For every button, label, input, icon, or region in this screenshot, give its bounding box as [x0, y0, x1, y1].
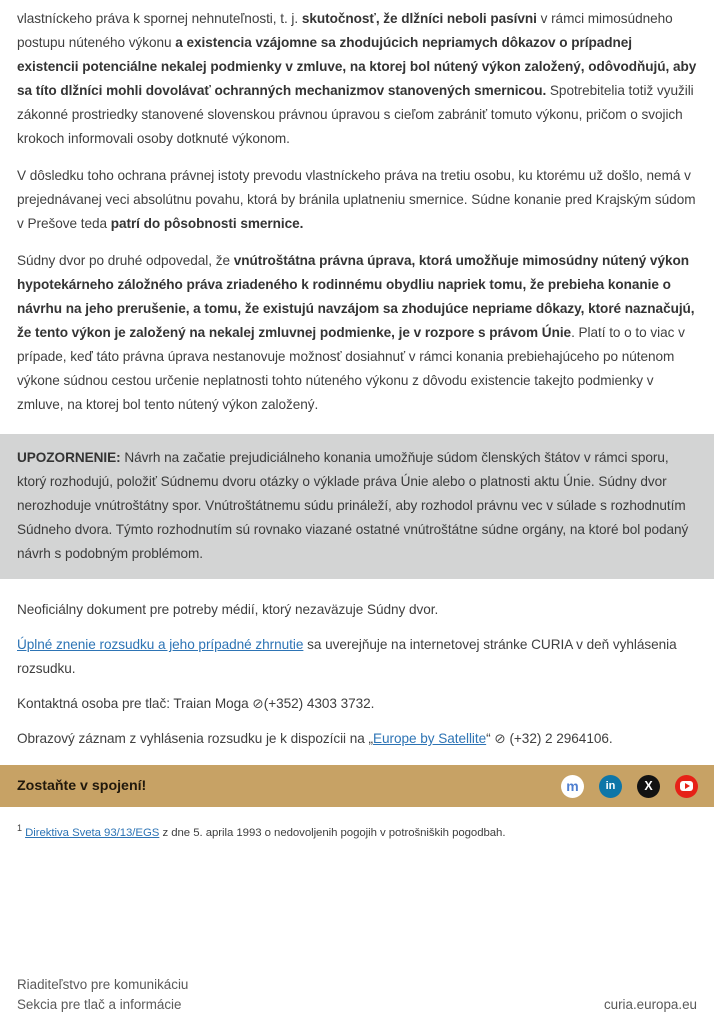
document-body	[17, 7, 697, 841]
full-judgment-link[interactable]: Úplné znenie rozsudku a jeho prípadné zhrnutie	[17, 637, 304, 652]
text-run: V dôsledku toho ochrana právnej istoty prevodu vlastníckeho práva na tretiu osobu, ku ktorému už došlo, nemá v prejednávanej veci absolútnu povahu, ktorá by bránila uplatneniu smernice. Súdne konanie pred Krajským súdom v Prešove teda	[17, 168, 696, 231]
text-run: “	[486, 731, 495, 746]
text-run: sa uverejňuje na internetovej stránke CURIA v deň vyhlásenia rozsudku.	[17, 637, 677, 676]
social-icons	[561, 775, 698, 798]
press-contact-note	[17, 692, 697, 716]
text-run: patrí do pôsobnosti smernice.	[110, 216, 304, 231]
text-run: a existencia vzájomne sa zhodujúcich nepriamych dôkazov o prípadnej existencii potenciálne nekalej podmienky v zmluve, na ktorej bol nútený výkon založený, odôvodňujú, aby sa títo dlžníci mohli dovolávať ochranných mechanizmov stanovených smernicou.	[17, 35, 697, 98]
video-footage-note	[17, 727, 697, 751]
text-run: vlastníckeho práva k spornej nehnuteľnosti, t. j.	[17, 11, 302, 26]
youtube-icon[interactable]	[675, 775, 698, 798]
footer-section-line: Sekcia pre tlač a informácie	[17, 997, 182, 1012]
text-run: vnútroštátna právna úprava, ktorá umožňuje mimosúdny nútený výkon hypotekárneho záložného práva zriadeného k rodinnému obydliu napriek tomu, že prebieha konanie o návrhu na jeho prerušenie, a tomu, že existujú navzájom sa zhodujúce nepriame dôkazy, ktoré naznačujú, že tento výkon je založený na nekalej zmluvnej podmienke, je v rozpore s právom Únie	[17, 253, 695, 340]
page-footer	[17, 975, 697, 1015]
text-run: z dne 5. aprila 1993 o nedovoljenih pogojih v potrošniških pogodbah.	[159, 827, 506, 839]
body-paragraph-2	[17, 164, 697, 236]
text-run: Obrazový záznam z vyhlásenia rozsudku je k dispozícii na „	[17, 731, 373, 746]
x-glyph: X	[644, 778, 653, 793]
text-run: Kontaktná osoba pre tlač: Traian Moga	[17, 696, 253, 711]
linkedin-glyph: in	[605, 779, 616, 792]
text-run: skutočnosť, že dlžníci neboli pasívni	[301, 11, 537, 26]
text-run: Návrh na začatie prejudiciálneho konania umožňuje súdom členských štátov v rámci sporu, ktorý rozhodujú, položiť Súdnemu dvoru otázky o výklade práva Únie alebo o platnosti aktu Únie. Súdny dvor nerozhoduje vnútroštátny spor. Vnútroštátnemu súdu prináleží, aby rozhodol právnu vec v súlade s rozhodnutím Súdneho dvora. Týmto rozhodnutím sú rovnako viazané ostatné vnútroštátne súdne orgány, na ktoré bol podaný návrh s podobným problémom.	[17, 450, 689, 561]
body-paragraph-1	[17, 7, 697, 151]
text-run: (+352) 4303 3732.	[263, 696, 375, 711]
notice-box	[0, 434, 714, 579]
stay-connected-bar	[0, 765, 714, 807]
footer-directorate-line: Riaditeľstvo pre komunikáciu	[17, 977, 189, 992]
text-run: . Platí to o to viac v prípade, keď táto právna úprava nestanovuje možnosť dosiahnuť v rámci konania prebiehajúceho po nútenom výkone súdnou cestou určenie neplatnosti tohto núteného výkonu z dôvodu existencie takejto podmienky v zmluve, na ktorej bol tento nútený výkon založený.	[17, 325, 685, 412]
text-run: v rámci mimosúdneho postupu núteného výkonu	[17, 11, 673, 50]
text-run: Spotrebitelia totiž využili zákonné prostriedky stanovené slovenskou právnou úpravou s cieľom zabrániť tomuto výkonu, pričom o svojich krokoch informovali osoby dotknuté výkonom.	[17, 83, 694, 146]
footnote-marker: 1	[17, 823, 22, 834]
footnote	[17, 825, 697, 841]
mastodon-glyph: m	[566, 777, 579, 794]
body-paragraph-3	[17, 249, 697, 417]
stay-connected-label: Zostaňte v spojení!	[17, 778, 147, 794]
text-run: Neoficiálny dokument pre potreby médií, ktorý nezaväzuje Súdny dvor.	[17, 602, 439, 617]
directive-link[interactable]: Direktiva Sveta 93/13/EGS	[25, 827, 160, 839]
footer-department	[17, 975, 188, 1015]
phone-icon: ⊘	[252, 696, 264, 712]
text-run: UPOZORNENIE:	[17, 450, 121, 465]
media-notes	[17, 598, 697, 751]
linkedin-icon[interactable]	[599, 775, 622, 798]
phone-icon: ⊘	[494, 731, 506, 747]
full-text-note	[17, 633, 697, 681]
text-run: (+32) 2 2964106.	[505, 731, 613, 746]
text-run: Súdny dvor po druhé odpovedal, že	[17, 253, 234, 268]
unofficial-document-note	[17, 598, 697, 622]
europe-by-satellite-link[interactable]: Europe by Satellite	[372, 731, 487, 746]
x-icon[interactable]	[637, 775, 660, 798]
footer-website: curia.europa.eu	[603, 997, 697, 1012]
mastodon-icon[interactable]	[561, 775, 584, 798]
youtube-play-icon	[680, 781, 693, 791]
